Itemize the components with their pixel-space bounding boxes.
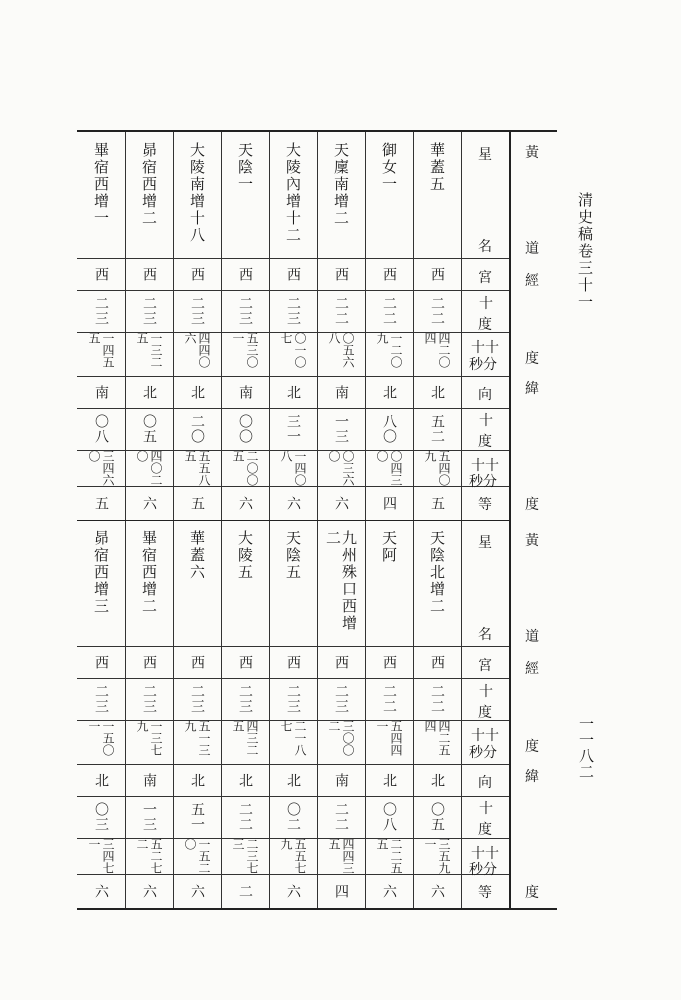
value-lat_minsec: 四〇二〇 (135, 450, 163, 486)
value-degree: 二三 (141, 296, 157, 326)
value-minsec: 一四五五 (87, 332, 115, 368)
value-minsec: 五一三九 (183, 720, 211, 756)
cell-mag (77, 874, 125, 908)
star-name: 大陵南增十八 (188, 142, 206, 244)
star-name: 天阿 (380, 530, 398, 564)
header-direction: 向 (478, 775, 492, 791)
header-name: 名 (478, 627, 492, 643)
cell-mag (317, 874, 365, 908)
header-star: 星 (478, 535, 492, 551)
value-minsec: 一五〇一 (87, 720, 115, 756)
cell-lat_deg (221, 796, 269, 838)
value-lat_minsec: 三四六〇 (87, 450, 115, 486)
cell-degree (317, 290, 365, 332)
value-mag: 六 (381, 883, 397, 899)
value-gong: 西 (285, 266, 301, 282)
cell-name (173, 132, 221, 258)
value-lat_minsec: 五四〇九 (423, 450, 451, 486)
cell-dir (413, 376, 461, 408)
cell-lat_minsec (77, 450, 125, 486)
cell-dir (365, 376, 413, 408)
cell-degree (77, 678, 125, 720)
huangdao-jing: 經 (525, 273, 539, 289)
cell-minsec (77, 720, 125, 764)
header-minute-second: 十十 (471, 728, 499, 744)
value-degree: 二三 (93, 296, 109, 326)
value-gong: 西 (189, 654, 205, 670)
huangdao-wei: 緯 (525, 381, 539, 397)
cell-gong (365, 258, 413, 290)
header-lat-degree: 十 (479, 413, 493, 429)
value-mag: 六 (237, 495, 253, 511)
cell-degree (173, 290, 221, 332)
value-lat_minsec: 五五七九 (279, 838, 307, 874)
value-gong: 西 (237, 266, 253, 282)
star-name: 華蓋六 (188, 530, 206, 581)
cell-lat_minsec (125, 838, 173, 874)
cell-lat_deg (413, 408, 461, 450)
value-minsec: 一三七九 (135, 720, 163, 756)
cell-minsec (269, 720, 317, 764)
cell-mag (125, 486, 173, 520)
star-name: 天廩南增二 (332, 142, 350, 227)
cell-gong (77, 258, 125, 290)
cell-dir (413, 764, 461, 796)
cell-gong (125, 646, 173, 678)
value-dir: 北 (141, 384, 157, 400)
cell-mag (413, 486, 461, 520)
cell-lat_deg (365, 408, 413, 450)
header-lat-mins-secs: 秒分 (469, 862, 497, 878)
value-lat_deg: 〇八 (93, 414, 109, 444)
running-head: 清史稿卷三十一 (576, 192, 594, 311)
value-degree: 二二 (333, 296, 349, 326)
cell-degree (413, 678, 461, 720)
cell-lat_deg (413, 796, 461, 838)
cell-lat_minsec (413, 450, 461, 486)
huangdao-du: 度 (525, 497, 539, 513)
cell-mag (413, 874, 461, 908)
cell-degree (413, 290, 461, 332)
cell-name (221, 520, 269, 646)
value-mag: 五 (189, 495, 205, 511)
value-dir: 南 (333, 772, 349, 788)
value-degree: 二三 (333, 684, 349, 714)
value-dir: 北 (285, 772, 301, 788)
cell-lat_minsec (365, 450, 413, 486)
value-gong: 西 (141, 654, 157, 670)
cell-dir (173, 376, 221, 408)
star-name: 九州殊口西增二 (324, 530, 358, 632)
cell-lat_minsec (125, 450, 173, 486)
cell-name (173, 520, 221, 646)
value-mag: 六 (285, 495, 301, 511)
value-lat_minsec: 〇三六〇 (327, 450, 355, 486)
cell-gong (413, 258, 461, 290)
cell-name (221, 132, 269, 258)
cell-name (269, 132, 317, 258)
header-lat-degree-label: 度 (478, 434, 492, 450)
value-lat_deg: 八〇 (381, 414, 397, 444)
value-lat_deg: 〇〇 (237, 414, 253, 444)
cell-mag (365, 874, 413, 908)
value-minsec: 〇五六八 (327, 332, 355, 368)
value-dir: 北 (285, 384, 301, 400)
header-gong: 宮 (478, 658, 492, 674)
header-name: 名 (478, 239, 492, 255)
cell-degree (221, 290, 269, 332)
cell-dir (77, 764, 125, 796)
cell-mag (221, 874, 269, 908)
value-degree: 二三 (285, 296, 301, 326)
value-dir: 南 (141, 772, 157, 788)
cell-mag (365, 486, 413, 520)
value-degree: 二二 (381, 296, 397, 326)
header-degree-label: 度 (478, 705, 492, 721)
header-gong: 宮 (478, 270, 492, 286)
cell-lat_deg (365, 796, 413, 838)
value-gong: 西 (93, 266, 109, 282)
value-lat_deg: 二〇 (189, 414, 205, 444)
value-mag: 五 (429, 495, 445, 511)
cell-minsec (77, 332, 125, 376)
cell-name (317, 132, 365, 258)
value-lat_minsec: 一四〇八 (279, 450, 307, 486)
value-degree: 二三 (285, 684, 301, 714)
header-magnitude: 等 (478, 885, 492, 901)
value-dir: 南 (333, 384, 349, 400)
value-minsec: 四二〇四 (423, 332, 451, 368)
value-degree: 二二 (381, 684, 397, 714)
header-lat-minute-second: 十十 (471, 846, 499, 862)
cell-minsec (413, 332, 461, 376)
value-degree: 二三 (189, 684, 205, 714)
cell-gong (413, 646, 461, 678)
cell-lat_minsec (221, 838, 269, 874)
cell-lat_deg (125, 796, 173, 838)
cell-lat_minsec (269, 450, 317, 486)
cell-name (269, 520, 317, 646)
value-degree: 二三 (141, 684, 157, 714)
cell-mag (77, 486, 125, 520)
value-mag: 二 (237, 883, 253, 899)
value-lat_minsec: 二二五五 (375, 838, 403, 874)
value-lat_deg: 二二 (237, 802, 253, 832)
cell-mag (173, 874, 221, 908)
header-lat-degree: 十 (479, 801, 493, 817)
cell-name (413, 520, 461, 646)
value-lat_deg: 〇八 (381, 802, 397, 832)
value-minsec: 一三二五 (135, 332, 163, 368)
value-lat_minsec: 〇四三〇 (375, 450, 403, 486)
value-mag: 四 (333, 883, 349, 899)
cell-dir (77, 376, 125, 408)
cell-dir (269, 764, 317, 796)
cell-lat_minsec (77, 838, 125, 874)
value-degree: 二二 (429, 296, 445, 326)
cell-gong (173, 646, 221, 678)
star-name: 大陵內增十二 (284, 142, 302, 244)
value-lat_deg: 一三 (333, 414, 349, 444)
value-dir: 北 (189, 384, 205, 400)
value-minsec: 〇一〇七 (279, 332, 307, 368)
cell-mag (317, 486, 365, 520)
star-name: 昴宿西增二 (140, 142, 158, 227)
cell-dir (125, 764, 173, 796)
cell-name (77, 520, 125, 646)
cell-dir (173, 764, 221, 796)
star-name: 大陵五 (236, 530, 254, 581)
value-dir: 南 (93, 384, 109, 400)
value-gong: 西 (285, 654, 301, 670)
cell-gong (317, 646, 365, 678)
header-star: 星 (478, 147, 492, 163)
cell-minsec (221, 332, 269, 376)
cell-lat_minsec (365, 838, 413, 874)
cell-lat_deg (269, 796, 317, 838)
cell-degree (269, 678, 317, 720)
huangdao-title: 道 (525, 241, 539, 257)
value-lat_deg: 一三 (141, 802, 157, 832)
cell-degree (173, 678, 221, 720)
value-lat_deg: 二二 (333, 802, 349, 832)
star-name: 華蓋五 (428, 142, 446, 193)
value-mag: 六 (93, 883, 109, 899)
value-dir: 北 (429, 772, 445, 788)
value-minsec: 四四〇六 (183, 332, 211, 368)
cell-gong (125, 258, 173, 290)
header-minute-second: 十十 (471, 340, 499, 356)
cell-lat_deg (173, 796, 221, 838)
cell-lat_minsec (413, 838, 461, 874)
cell-gong (269, 646, 317, 678)
value-degree: 二三 (237, 296, 253, 326)
value-gong: 西 (93, 654, 109, 670)
value-minsec: 三〇〇二 (327, 720, 355, 756)
value-dir: 北 (429, 384, 445, 400)
cell-lat_deg (125, 408, 173, 450)
cell-minsec (173, 720, 221, 764)
cell-mag (125, 874, 173, 908)
star-name: 畢宿西增二 (140, 530, 158, 615)
cell-name (413, 132, 461, 258)
star-name: 昴宿西增三 (92, 530, 110, 615)
cell-gong (269, 258, 317, 290)
value-mag: 六 (141, 495, 157, 511)
value-degree: 二三 (237, 684, 253, 714)
huangdao-wei: 緯 (525, 769, 539, 785)
value-lat_minsec: 五二七二 (135, 838, 163, 874)
cell-lat_deg (77, 796, 125, 838)
value-lat_deg: 五二 (429, 414, 445, 444)
value-gong: 西 (381, 266, 397, 282)
value-lat_minsec: 五五八五 (183, 450, 211, 486)
header-degree: 十 (479, 684, 493, 700)
cell-gong (173, 258, 221, 290)
cell-lat_minsec (173, 450, 221, 486)
value-lat_minsec: 三五九一 (423, 838, 451, 874)
value-mag: 六 (141, 883, 157, 899)
cell-degree (269, 290, 317, 332)
value-dir: 北 (93, 772, 109, 788)
value-gong: 西 (141, 266, 157, 282)
header-degree-label: 度 (478, 317, 492, 333)
star-table (77, 130, 557, 910)
value-mag: 五 (93, 495, 109, 511)
value-lat_deg: 〇二 (285, 802, 301, 832)
value-minsec: 五三〇一 (231, 332, 259, 368)
huangdao-title: 道 (525, 629, 539, 645)
cell-lat_minsec (317, 838, 365, 874)
cell-lat_deg (317, 796, 365, 838)
cell-lat_minsec (269, 838, 317, 874)
huangdao-du: 度 (525, 739, 539, 755)
cell-minsec (317, 720, 365, 764)
value-lat_minsec: 四四三五 (327, 838, 355, 874)
value-gong: 西 (429, 266, 445, 282)
value-lat_deg: 三一 (285, 414, 301, 444)
value-lat_minsec: 二三七三 (231, 838, 259, 874)
huangdao-title: 黃 (525, 533, 539, 549)
cell-minsec (221, 720, 269, 764)
value-dir: 南 (237, 384, 253, 400)
cell-name (125, 520, 173, 646)
header-lat-mins-secs: 秒分 (469, 474, 497, 490)
cell-minsec (413, 720, 461, 764)
huangdao-du: 度 (525, 885, 539, 901)
column-rule (509, 132, 511, 908)
header-mins-secs: 秒分 (469, 745, 497, 761)
cell-minsec (365, 332, 413, 376)
cell-name (125, 132, 173, 258)
cell-lat_deg (77, 408, 125, 450)
value-gong: 西 (237, 654, 253, 670)
cell-mag (221, 486, 269, 520)
value-dir: 北 (189, 772, 205, 788)
cell-dir (221, 376, 269, 408)
value-minsec: 二一八七 (279, 720, 307, 756)
cell-degree (125, 678, 173, 720)
cell-gong (221, 258, 269, 290)
value-lat_deg: 〇五 (429, 802, 445, 832)
cell-minsec (317, 332, 365, 376)
cell-dir (317, 376, 365, 408)
value-degree: 二三 (189, 296, 205, 326)
cell-degree (125, 290, 173, 332)
huangdao-du: 度 (525, 351, 539, 367)
value-mag: 六 (333, 495, 349, 511)
cell-degree (221, 678, 269, 720)
cell-minsec (269, 332, 317, 376)
star-name: 天陰北增二 (428, 530, 446, 615)
value-degree: 二二 (429, 684, 445, 714)
cell-lat_minsec (221, 450, 269, 486)
value-lat_minsec: 二〇〇五 (231, 450, 259, 486)
value-gong: 西 (381, 654, 397, 670)
value-lat_minsec: 一五二〇 (183, 838, 211, 874)
cell-lat_deg (221, 408, 269, 450)
huangdao-jing: 經 (525, 661, 539, 677)
value-gong: 西 (333, 654, 349, 670)
cell-dir (221, 764, 269, 796)
value-dir: 北 (381, 772, 397, 788)
star-name: 天陰一 (236, 142, 254, 193)
header-mins-secs: 秒分 (469, 357, 497, 373)
value-mag: 六 (429, 883, 445, 899)
cell-name (317, 520, 365, 646)
header-lat-minute-second: 十十 (471, 458, 499, 474)
header-magnitude: 等 (478, 497, 492, 513)
value-dir: 北 (237, 772, 253, 788)
cell-mag (173, 486, 221, 520)
value-minsec: 四三二五 (231, 720, 259, 756)
header-lat-degree-label: 度 (478, 822, 492, 838)
cell-mag (269, 874, 317, 908)
cell-degree (317, 678, 365, 720)
star-name: 御女一 (380, 142, 398, 193)
cell-gong (221, 646, 269, 678)
value-dir: 北 (381, 384, 397, 400)
page-number: 一一八二 (577, 716, 595, 780)
cell-gong (77, 646, 125, 678)
cell-dir (365, 764, 413, 796)
cell-lat_deg (173, 408, 221, 450)
value-minsec: 四二五四 (423, 720, 451, 756)
huangdao-title: 黃 (525, 145, 539, 161)
header-degree: 十 (479, 296, 493, 312)
cell-degree (365, 678, 413, 720)
cell-lat_deg (269, 408, 317, 450)
cell-minsec (365, 720, 413, 764)
value-minsec: 一二〇九 (375, 332, 403, 368)
value-degree: 二三 (93, 684, 109, 714)
cell-minsec (173, 332, 221, 376)
value-lat_deg: 〇三 (93, 802, 109, 832)
header-direction: 向 (478, 387, 492, 403)
cell-name (77, 132, 125, 258)
cell-dir (269, 376, 317, 408)
value-gong: 西 (429, 654, 445, 670)
cell-name (365, 520, 413, 646)
cell-lat_deg (317, 408, 365, 450)
cell-minsec (125, 332, 173, 376)
cell-dir (125, 376, 173, 408)
star-name: 畢宿西增一 (92, 142, 110, 227)
cell-dir (317, 764, 365, 796)
value-mag: 六 (285, 883, 301, 899)
value-lat_deg: 五一 (189, 802, 205, 832)
value-minsec: 五四四一 (375, 720, 403, 756)
value-mag: 四 (381, 495, 397, 511)
cell-degree (365, 290, 413, 332)
cell-gong (317, 258, 365, 290)
cell-lat_minsec (317, 450, 365, 486)
cell-lat_minsec (173, 838, 221, 874)
cell-name (365, 132, 413, 258)
value-gong: 西 (189, 266, 205, 282)
cell-mag (269, 486, 317, 520)
cell-gong (365, 646, 413, 678)
value-lat_deg: 〇五 (141, 414, 157, 444)
cell-degree (77, 290, 125, 332)
value-lat_minsec: 三四七一 (87, 838, 115, 874)
value-mag: 六 (189, 883, 205, 899)
star-name: 天陰五 (284, 530, 302, 581)
cell-minsec (125, 720, 173, 764)
value-gong: 西 (333, 266, 349, 282)
